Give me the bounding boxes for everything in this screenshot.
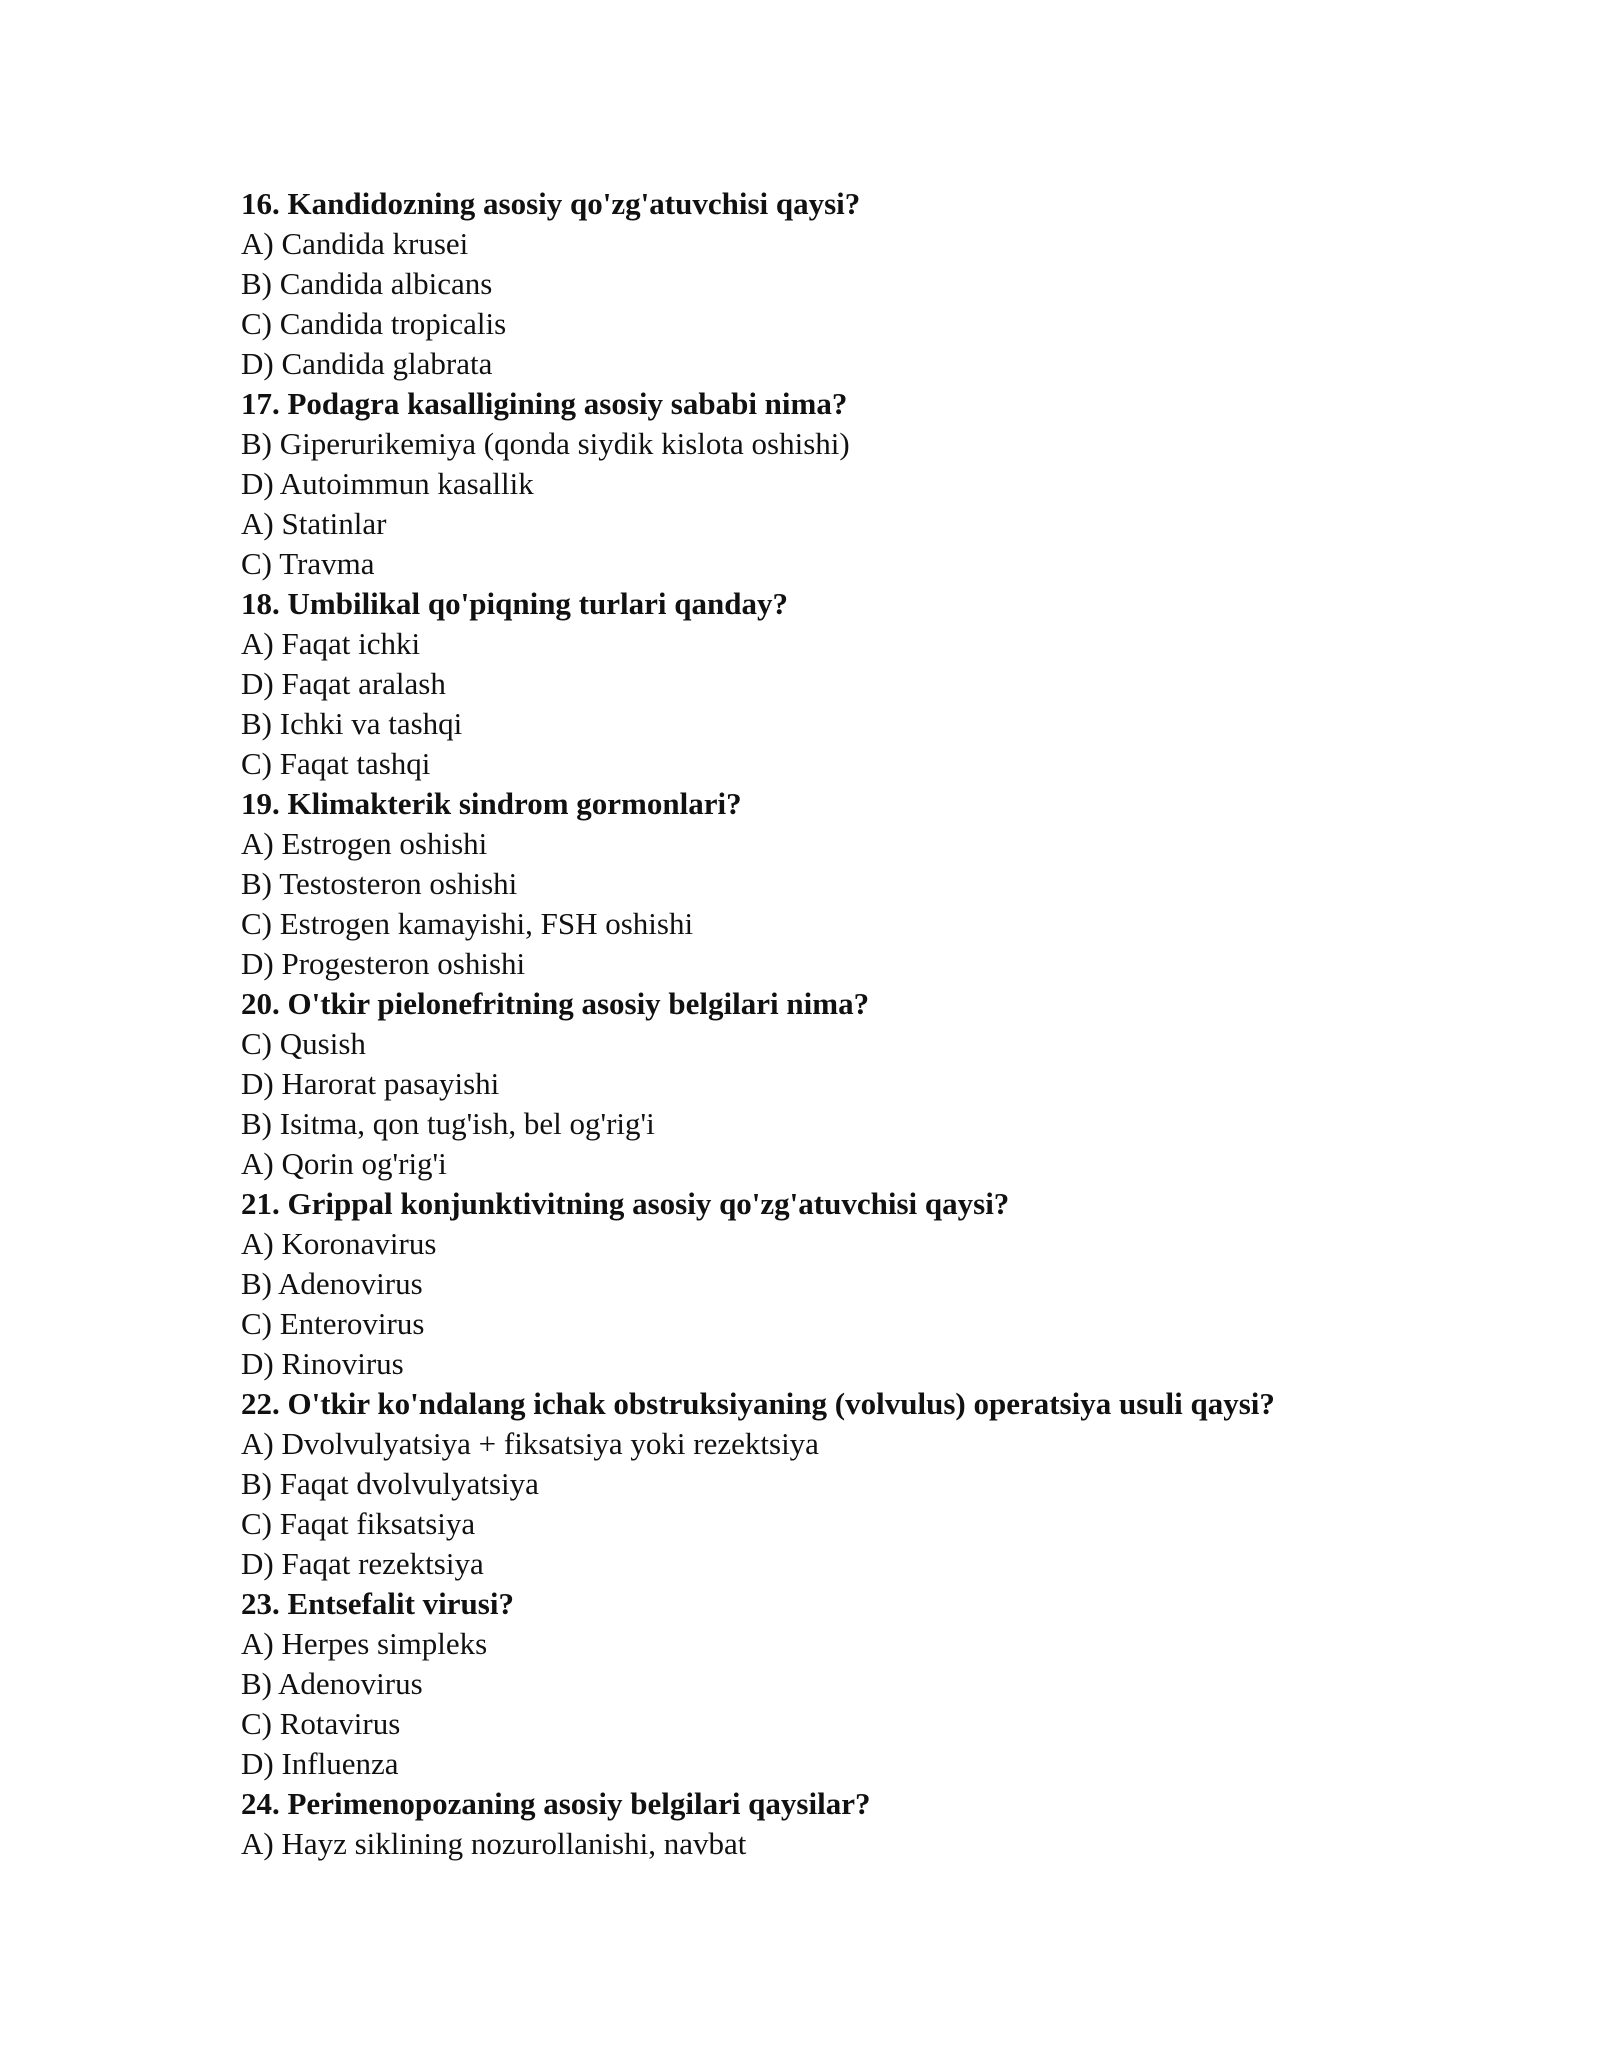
answer-option: A) Herpes simpleks [241,1626,488,1661]
question-block [241,1184,1441,1384]
answer-option: C) Rotavirus [241,1706,401,1741]
question-block [241,584,1441,784]
question-text: 23. Entsefalit virusi? [241,1586,514,1621]
answer-option: A) Candida krusei [241,226,469,261]
answer-option: C) Travma [241,546,375,581]
answer-option: B) Testosteron oshishi [241,866,518,901]
answer-option: A) Estrogen oshishi [241,826,488,861]
answer-option: B) Faqat dvolvulyatsiya [241,1466,539,1501]
answer-option: C) Enterovirus [241,1306,425,1341]
answer-option: C) Candida tropicalis [241,306,507,341]
question-block [241,1584,1441,1784]
answer-option: A) Hayz siklining nozurollanishi, navbat [241,1826,747,1861]
answer-option: D) Faqat aralash [241,666,446,701]
question-text: 16. Kandidozning asosiy qo'zg'atuvchisi qaysi? [241,186,861,221]
question-block [241,184,1441,384]
question-block [241,384,1441,584]
answer-option: C) Qusish [241,1026,366,1061]
answer-option: B) Isitma, qon tug'ish, bel og'rig'i [241,1106,655,1141]
question-text: 20. O'tkir pielonefritning asosiy belgilari nima? [241,986,870,1021]
answer-option: A) Qorin og'rig'i [241,1146,447,1181]
answer-option: D) Influenza [241,1746,399,1781]
answer-option: D) Rinovirus [241,1346,404,1381]
answer-option: C) Faqat tashqi [241,746,431,781]
answer-option: A) Dvolvulyatsiya + fiksatsiya yoki rezektsiya [241,1426,819,1461]
answer-option: A) Faqat ichki [241,626,421,661]
answer-option: D) Candida glabrata [241,346,493,381]
answer-option: D) Harorat pasayishi [241,1066,500,1101]
answer-option: A) Koronavirus [241,1226,437,1261]
question-text: 22. O'tkir ko'ndalang ichak obstruksiyaning (volvulus) operatsiya usuli qaysi? [241,1386,1275,1421]
answer-option: A) Statinlar [241,506,387,541]
question-text: 18. Umbilikal qo'piqning turlari qanday? [241,586,788,621]
question-text: 17. Podagra kasalligining asosiy sababi nima? [241,386,848,421]
document-page [241,184,1441,1864]
answer-option: C) Estrogen kamayishi, FSH oshishi [241,906,694,941]
answer-option: B) Adenovirus [241,1266,423,1301]
answer-option: D) Autoimmun kasallik [241,466,534,501]
question-block [241,1384,1441,1584]
answer-option: B) Ichki va tashqi [241,706,463,741]
question-text: 24. Perimenopozaning asosiy belgilari qaysilar? [241,1786,871,1821]
answer-option: C) Faqat fiksatsiya [241,1506,476,1541]
question-block [241,1784,1441,1864]
answer-option: D) Faqat rezektsiya [241,1546,484,1581]
question-block [241,784,1441,984]
answer-option: D) Progesteron oshishi [241,946,526,981]
answer-option: B) Giperurikemiya (qonda siydik kislota oshishi) [241,426,850,461]
question-text: 19. Klimakterik sindrom gormonlari? [241,786,742,821]
question-text: 21. Grippal konjunktivitning asosiy qo'zg'atuvchisi qaysi? [241,1186,1010,1221]
question-block [241,984,1441,1184]
answer-option: B) Adenovirus [241,1666,423,1701]
answer-option: B) Candida albicans [241,266,493,301]
